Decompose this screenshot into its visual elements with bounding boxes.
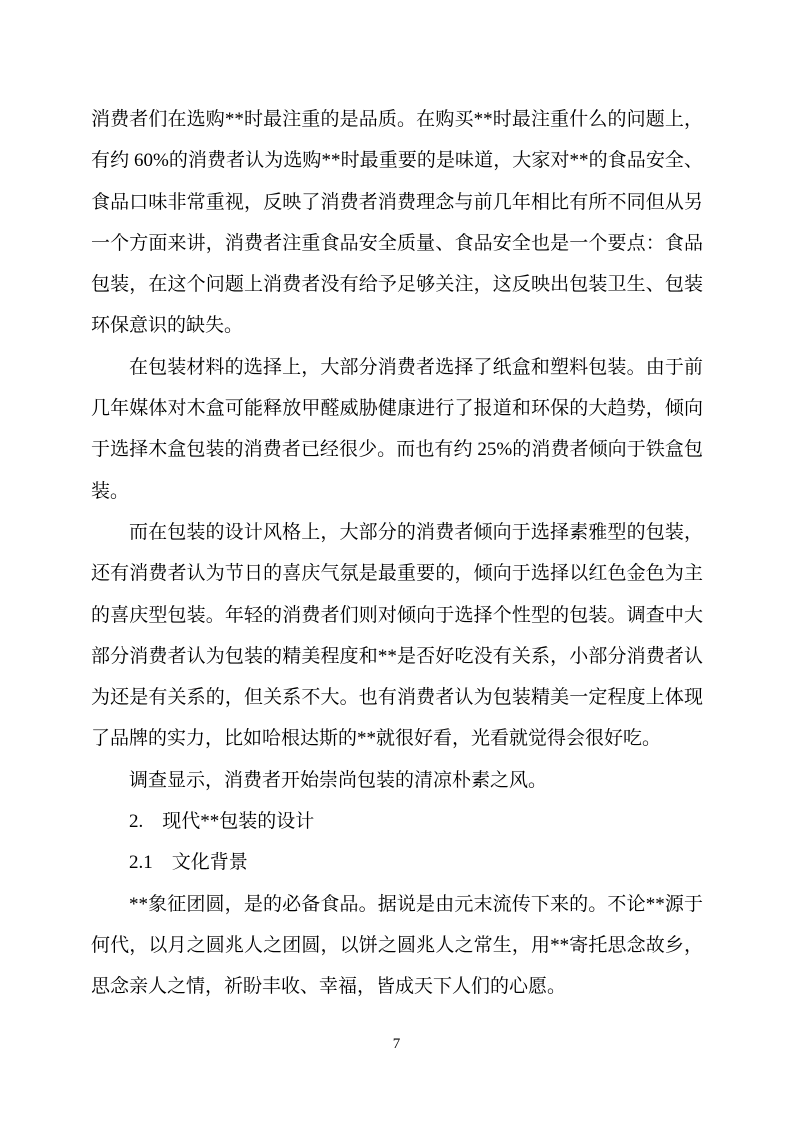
text-line: 的喜庆型包装。年轻的消费者们则对倾向于选择个性型的包装。调查中大 [91,604,703,626]
text-line: 装。 [91,480,130,502]
text-line: 为还是有关系的，但关系不大。也有消费者认为包装精美一定程度上体现 [91,687,703,709]
section-heading-2-1 [91,842,703,883]
text-line: 消费者们在选购**时最注重的是品质。在购买**时最注重什么的问题上， [91,109,703,130]
text-line: 一个方面来讲，消费者注重食品安全质量、食品安全也是一个要点：食品 [91,232,703,254]
heading-text: 2.1 文化背景 [129,852,248,874]
paragraph-cultural-background [91,884,703,1008]
text-line: **象征团圆，是的必备食品。据说是由元末流传下来的。不论**源于 [129,893,703,915]
text-line: 环保意识的缺失。 [91,315,244,337]
text-line: 包装，在这个问题上消费者没有给予足够关注，这反映出包装卫生、包装 [91,274,703,296]
document-body [91,99,703,1008]
text-line: 何代，以月之圆兆人之团圆，以饼之圆兆人之常生，用**寄托思念故乡， [91,934,703,956]
text-line: 还有消费者认为节日的喜庆气氛是最重要的，倾向于选择以红色金色为主 [91,563,703,585]
paragraph-survey-conclusion [91,760,703,801]
text-line: 部分消费者认为包装的精美程度和**是否好吃没有关系，小部分消费者认 [91,645,703,667]
text-line: 食品口味非常重视，反映了消费者消费理念与前几年相比有所不同但从另 [91,191,703,213]
text-line: 了品牌的实力，比如哈根达斯的**就很好看，光看就觉得会很好吃。 [91,728,662,750]
paragraph-design-style [91,512,703,760]
text-line: 而在包装的设计风格上，大部分的消费者倾向于选择素雅型的包装， [129,521,703,543]
text-line: 几年媒体对木盒可能释放甲醛威胁健康进行了报道和环保的大趋势，倾向 [91,398,703,420]
text-line: 调查显示，消费者开始崇尚包装的清凉朴素之风。 [129,769,548,791]
paragraph-packaging-material [91,347,703,512]
text-line: 在包装材料的选择上，大部分消费者选择了纸盒和塑料包装。由于前 [129,356,703,378]
text-line: 思念亲人之情，祈盼丰收、幸福，皆成天下人们的心愿。 [91,976,567,998]
heading-text: 2. 现代**包装的设计 [129,811,315,833]
text-line: 于选择木盒包装的消费者已经很少。而也有约 25%的消费者倾向于铁盒包 [91,439,703,461]
text-line: 有约 60%的消费者认为选购**时最重要的是味道，大家对**的食品安全、 [91,150,703,172]
paragraph-consumer-quality [91,99,703,347]
section-heading-2 [91,801,703,842]
page-number: 7 [392,1036,401,1052]
